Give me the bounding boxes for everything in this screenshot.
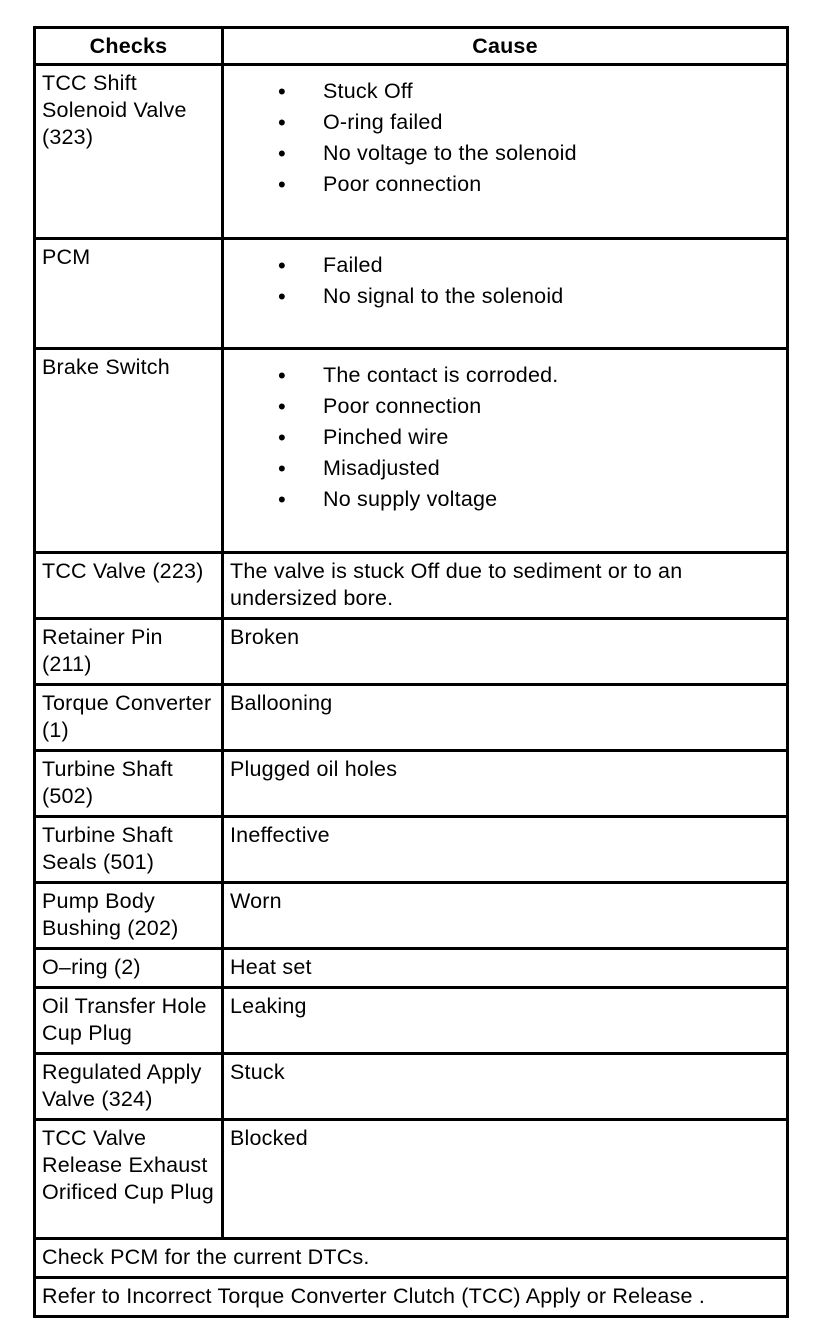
check-cell: TCC Shift Solenoid Valve (323) [35, 65, 223, 239]
cause-cell: Plugged oil holes [223, 751, 788, 817]
table-row [35, 883, 788, 949]
footer-row [35, 1239, 788, 1278]
cause-list [230, 250, 780, 312]
cause-cell [223, 349, 788, 553]
table-row [35, 1120, 788, 1239]
cause-cell: The valve is stuck Off due to sediment or to an undersized bore. [223, 553, 788, 619]
list-item: • Misadjusted [230, 453, 780, 484]
table-row [35, 685, 788, 751]
check-cell: Brake Switch [35, 349, 223, 553]
list-item: • The contact is corroded. [230, 360, 780, 391]
footer-row [35, 1278, 788, 1317]
check-cell: Turbine Shaft Seals (501) [35, 817, 223, 883]
list-item: • Stuck Off [230, 76, 780, 107]
check-cell: Turbine Shaft (502) [35, 751, 223, 817]
cause-cell: Ballooning [223, 685, 788, 751]
cause-cell: Ineffective [223, 817, 788, 883]
table-row [35, 949, 788, 988]
check-cell: Torque Converter (1) [35, 685, 223, 751]
table-row [35, 1054, 788, 1120]
diagnostic-table [33, 26, 789, 1318]
check-cell: PCM [35, 239, 223, 349]
cause-cell: Blocked [223, 1120, 788, 1239]
table-row [35, 751, 788, 817]
footer-note-reference: Refer to Incorrect Torque Converter Clutch (TCC) Apply or Release . [35, 1278, 788, 1317]
table-row [35, 988, 788, 1054]
cause-cell: Heat set [223, 949, 788, 988]
list-item: • O-ring failed [230, 107, 780, 138]
table-row [35, 239, 788, 349]
check-cell: Oil Transfer Hole Cup Plug [35, 988, 223, 1054]
list-item: • Pinched wire [230, 422, 780, 453]
header-row [35, 28, 788, 65]
cause-cell: Leaking [223, 988, 788, 1054]
list-item: • No supply voltage [230, 484, 780, 515]
check-cell: TCC Valve Release Exhaust Orificed Cup Plug [35, 1120, 223, 1239]
check-cell: Pump Body Bushing (202) [35, 883, 223, 949]
list-item: • No voltage to the solenoid [230, 138, 780, 169]
cause-header: Cause [223, 28, 788, 65]
cause-cell: Broken [223, 619, 788, 685]
checks-header: Checks [35, 28, 223, 65]
table-row [35, 553, 788, 619]
table-row [35, 619, 788, 685]
cause-list [230, 76, 780, 200]
list-item: • Failed [230, 250, 780, 281]
cause-cell: Worn [223, 883, 788, 949]
table-row [35, 349, 788, 553]
check-cell: O–ring (2) [35, 949, 223, 988]
list-item: • No signal to the solenoid [230, 281, 780, 312]
list-item: • Poor connection [230, 169, 780, 200]
cause-list [230, 360, 780, 515]
table-row [35, 65, 788, 239]
table-row [35, 817, 788, 883]
check-cell: Regulated Apply Valve (324) [35, 1054, 223, 1120]
cause-cell [223, 65, 788, 239]
footer-note-dtc: Check PCM for the current DTCs. [35, 1239, 788, 1278]
check-cell: Retainer Pin (211) [35, 619, 223, 685]
check-cell: TCC Valve (223) [35, 553, 223, 619]
cause-cell: Stuck [223, 1054, 788, 1120]
cause-cell [223, 239, 788, 349]
list-item: • Poor connection [230, 391, 780, 422]
